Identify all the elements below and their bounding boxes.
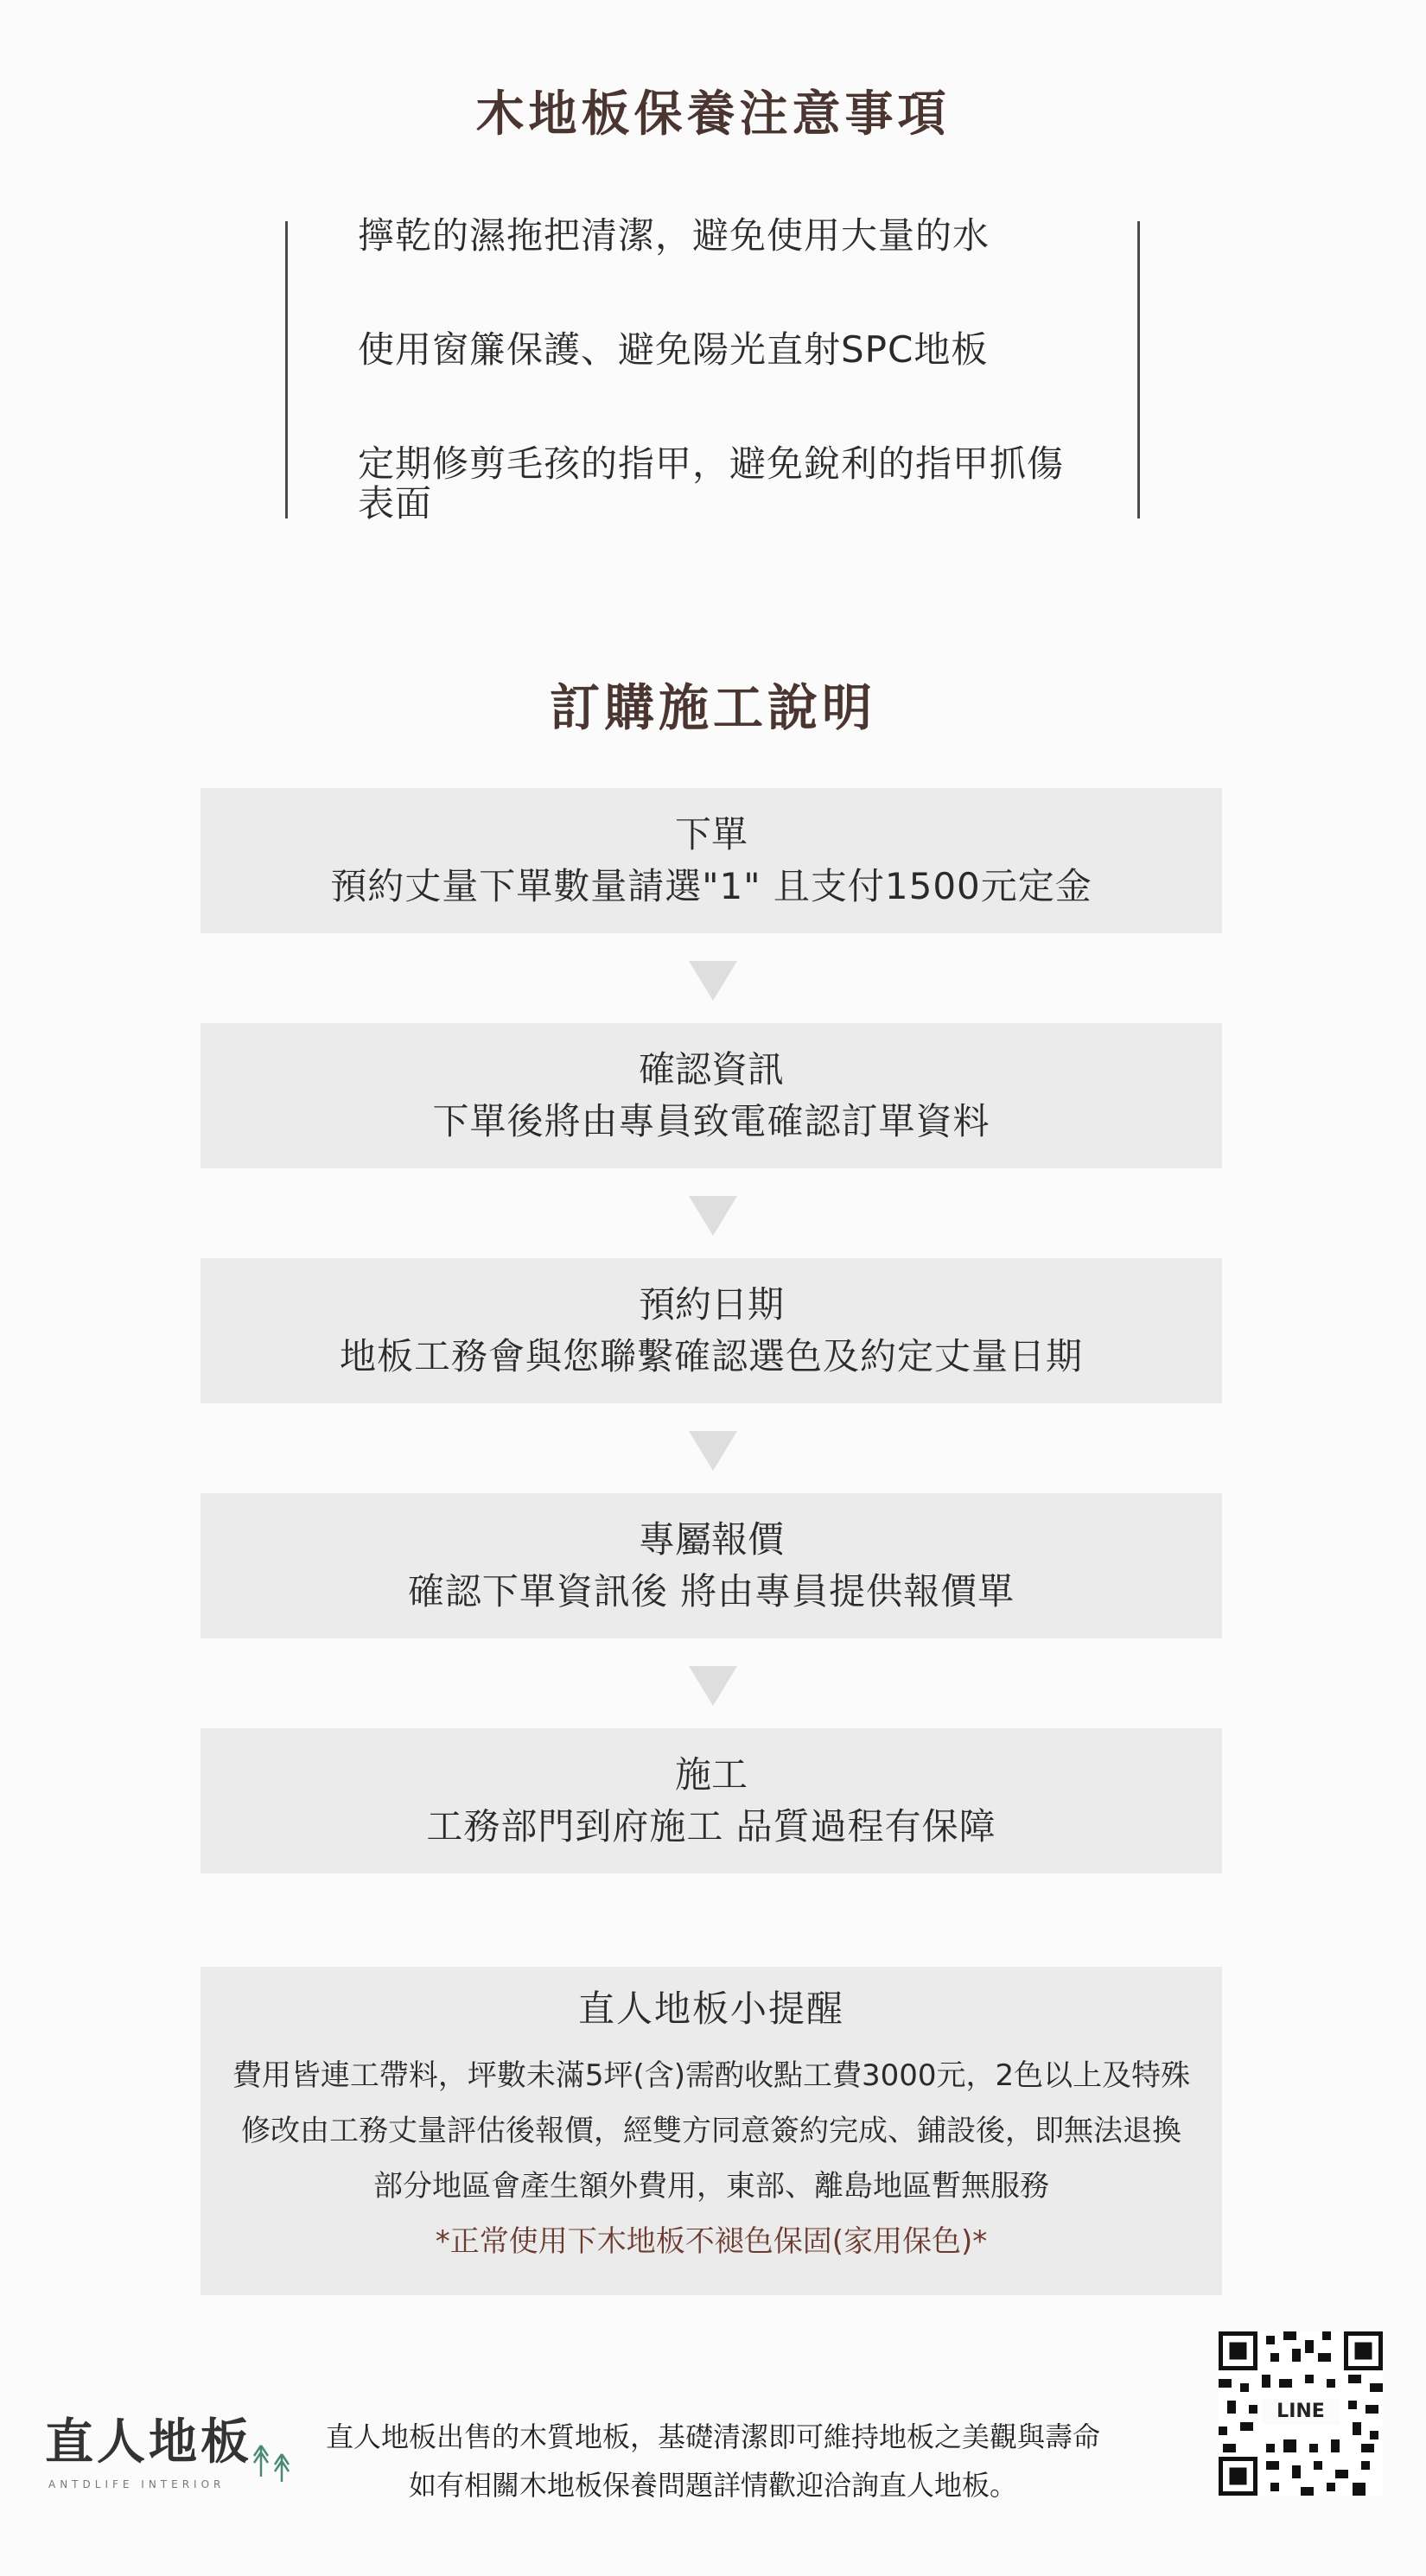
care-item: 使用窗簾保護、避免陽光直射SPC地板 [358, 328, 989, 371]
step-title: 下單 [674, 813, 748, 855]
logo-text: 直人地板 [45, 2414, 252, 2471]
step-title: 確認資訊 [638, 1048, 784, 1091]
order-step-box [201, 1728, 1222, 1873]
order-step-box [201, 788, 1222, 933]
reminder-text: 修改由工務丈量評估後報價，經雙方同意簽約完成、鋪設後，即無法退換 [241, 2114, 1181, 2148]
step-title: 施工 [674, 1753, 748, 1796]
care-right-divider [1137, 221, 1140, 518]
footer-text: 直人地板出售的木質地板，基礎清潔即可維持地板之美觀與壽命 [325, 2420, 1100, 2453]
brand-logo [45, 2416, 296, 2499]
reminder-box [201, 1967, 1222, 2295]
reminder-text: 費用皆連工帶料，坪數未滿5坪(含)需酌收點工費3000元，2色以上及特殊 [232, 2058, 1191, 2093]
order-step-box [201, 1023, 1222, 1168]
qr-label: LINE [1262, 2399, 1340, 2425]
order-step-box [201, 1258, 1222, 1403]
reminder-text: 部分地區會產生額外費用，東部、離島地區暫無服務 [373, 2169, 1049, 2204]
down-arrow-icon [689, 961, 737, 1001]
order-section-title: 訂購施工說明 [549, 678, 876, 737]
step-title: 專屬報價 [638, 1518, 784, 1561]
reminder-title: 直人地板小提醒 [577, 1988, 844, 2030]
step-description: 預約丈量下單數量請選"1" 且支付1500元定金 [330, 865, 1092, 907]
logo-subtitle: ANTDLIFE INTERIOR [48, 2478, 226, 2490]
step-description: 確認下單資訊後 將由專員提供報價單 [407, 1570, 1015, 1612]
step-description: 下單後將由專員致電確認訂單資料 [432, 1100, 990, 1142]
down-arrow-icon [689, 1666, 737, 1706]
care-item: 定期修剪毛孩的指甲，避免銳利的指甲抓傷表面 [358, 442, 1065, 525]
down-arrow-icon [689, 1196, 737, 1236]
step-title: 預約日期 [638, 1283, 784, 1326]
order-step-box [201, 1493, 1222, 1638]
down-arrow-icon [689, 1431, 737, 1471]
step-description: 工務部門到府施工 品質過程有保障 [426, 1805, 996, 1848]
care-left-divider [285, 221, 288, 518]
step-description: 地板工務會與您聯繫確認選色及約定丈量日期 [339, 1335, 1083, 1377]
footer-text: 如有相關木地板保養問題詳情歡迎洽詢直人地板。 [408, 2469, 1017, 2502]
care-item: 擰乾的濕拖把清潔，避免使用大量的水 [358, 214, 990, 257]
warranty-note: *正常使用下木地板不褪色保固(家用保色)* [435, 2224, 988, 2259]
care-section-title: 木地板保養注意事項 [475, 86, 951, 143]
